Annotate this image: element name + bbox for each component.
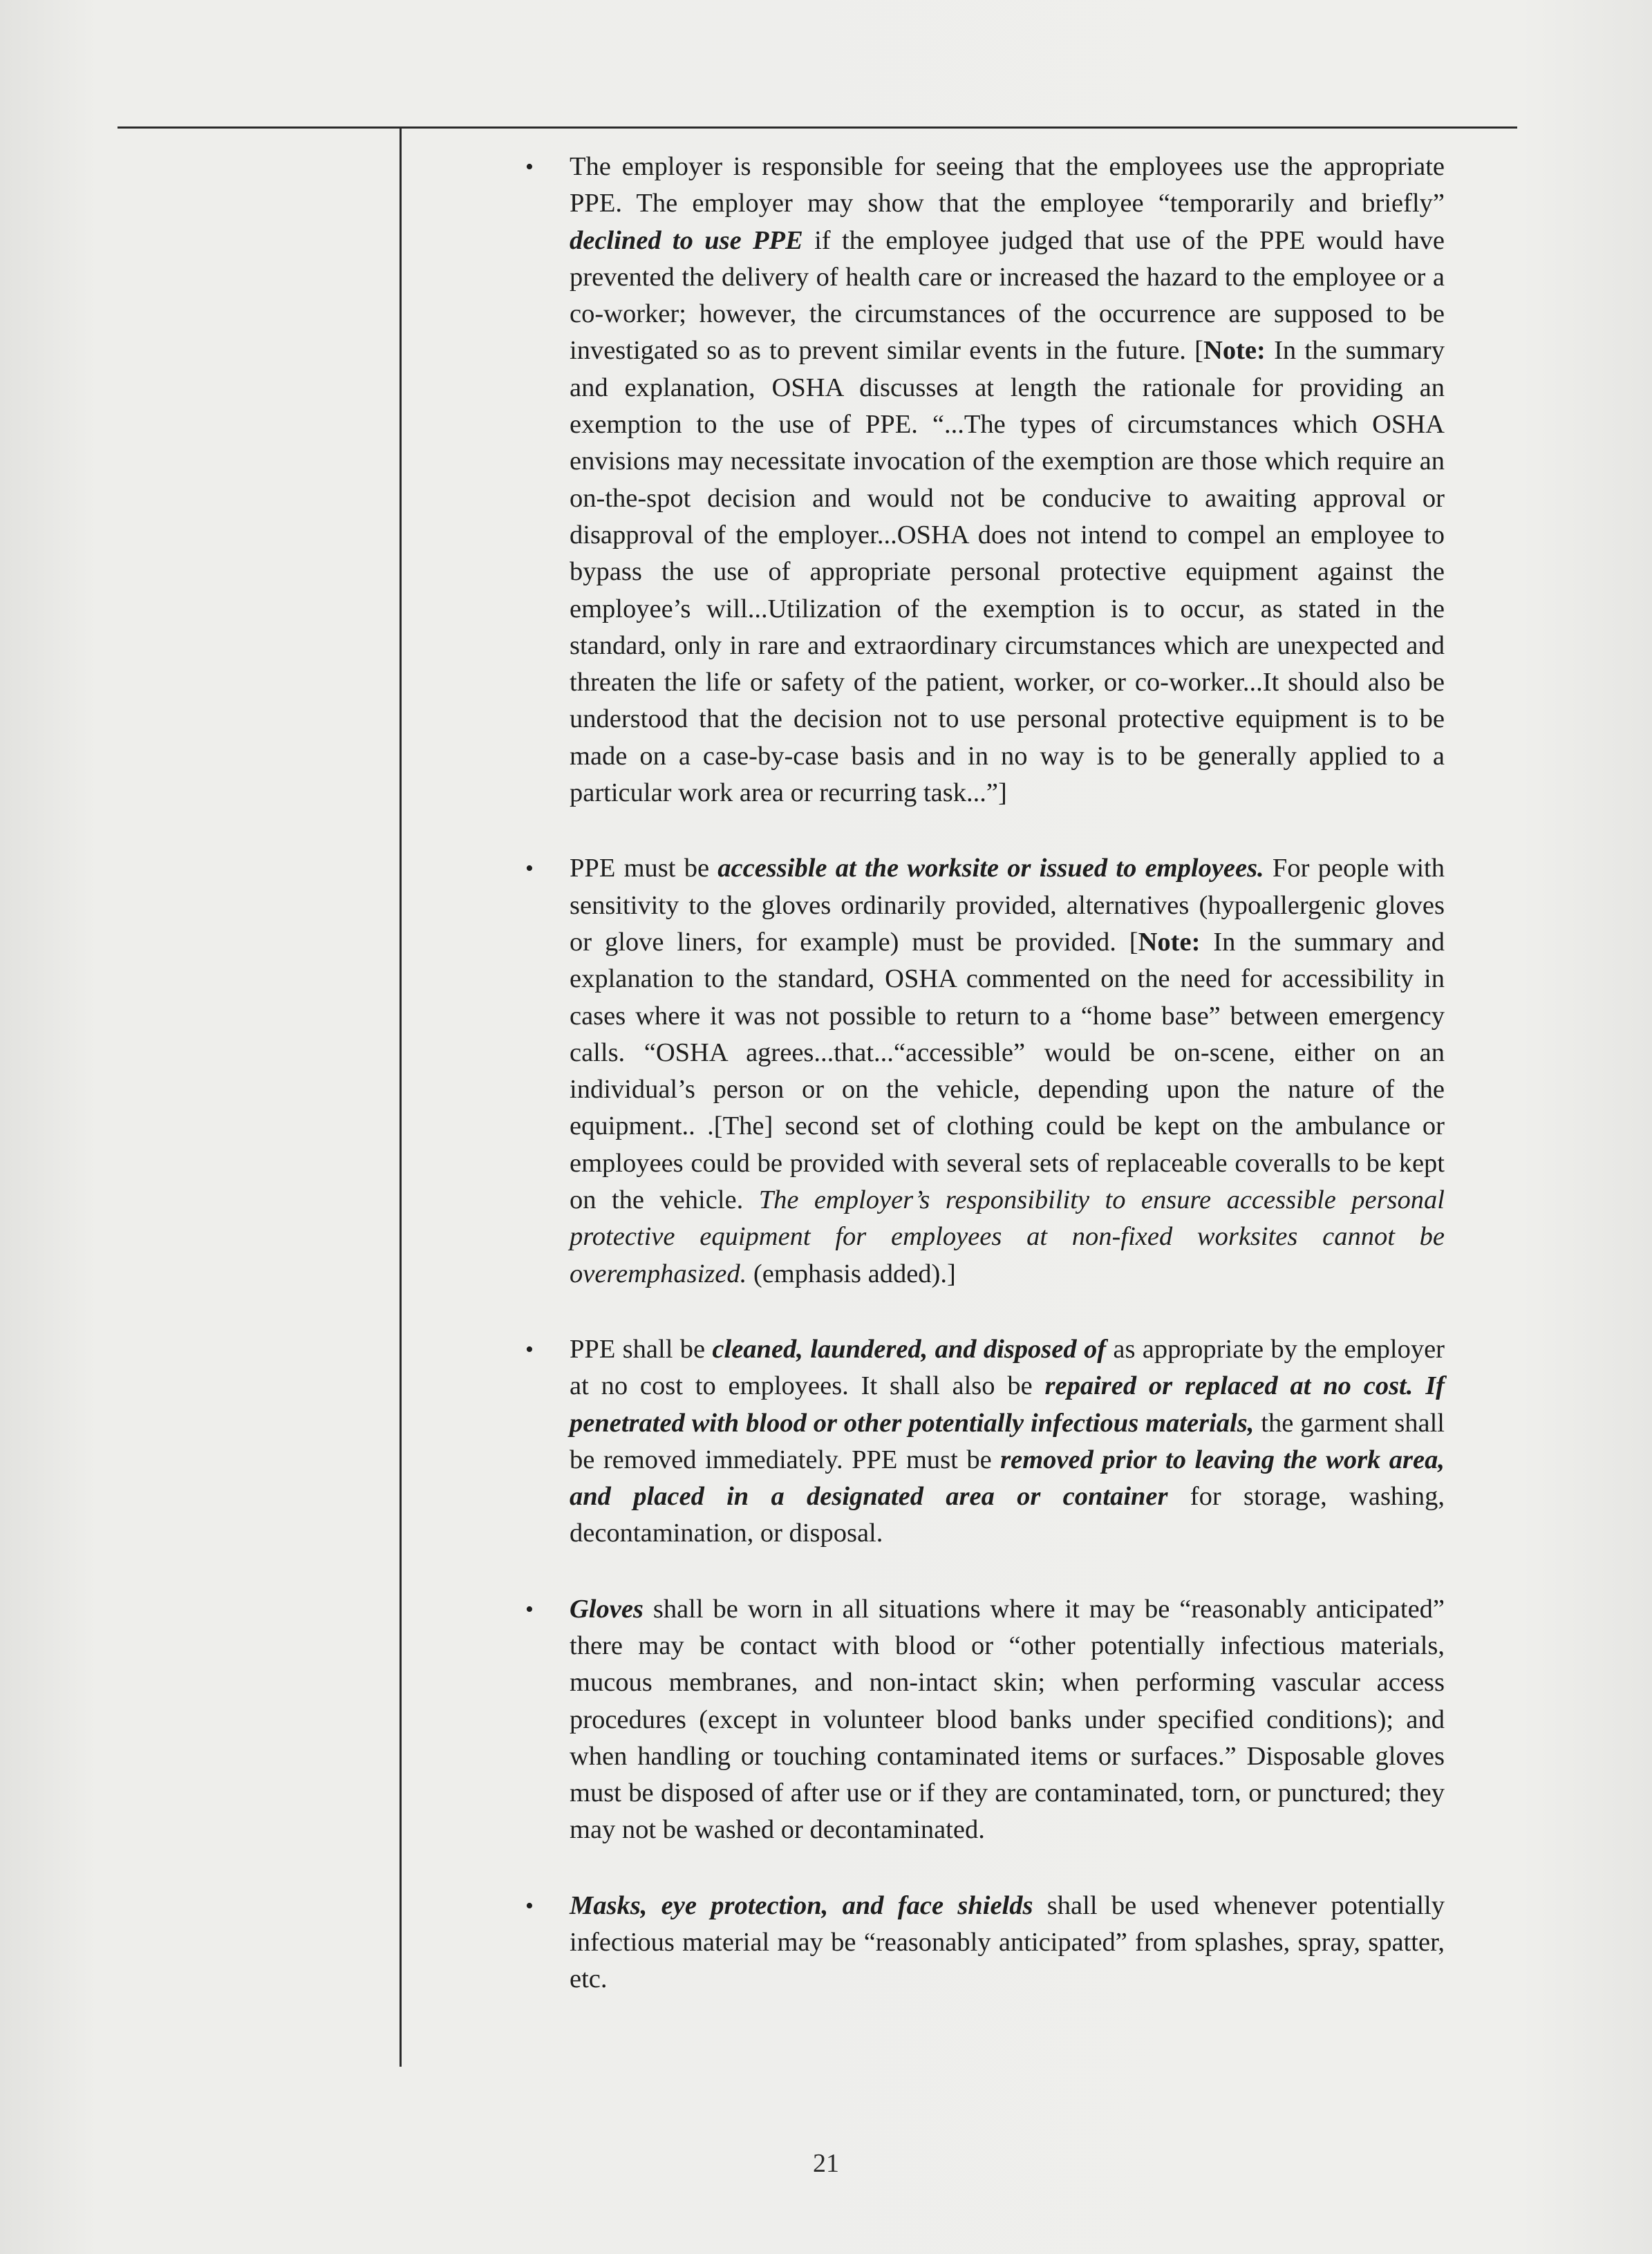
emphasis-text: repaired or replaced at no cost. If penetrated with blood or other potentially infectious materials, — [570, 1371, 1445, 1438]
bullet-list — [511, 149, 1445, 1998]
emphasis-text: cleaned, laundered, and disposed of — [712, 1334, 1107, 1364]
note-label: Note: — [1138, 927, 1201, 957]
emphasis-text: Gloves — [570, 1594, 644, 1624]
bullet-ppe-cleaning: • PPE shall be cleaned, laundered, and disposed of as appropriate by the employer at no cost to employees. It shall also be repaired or replaced at no cost. If penetrated with blood or other potentially infectious materials, the garment shall be removed immediately. PPE must be removed prior to leaving the work area, and placed in a designated area or container for storage, washing, decontamination, or disposal. — [511, 1331, 1445, 1552]
bullet-icon: • — [525, 154, 534, 180]
bullet-icon: • — [525, 1893, 534, 1919]
note-label: Note: — [1203, 336, 1266, 366]
bullet-gloves: • Gloves shall be worn in all situations where it may be “reasonably anticipated” there may be contact with blood or “other potentially infectious materials, mucous membranes, and non-intact skin; when performing vascular access procedures (except in volunteer blood banks under specified conditions); and when handling or touching contaminated items or surfaces.” Disposable gloves must be disposed of after use or if they are contaminated, torn, or punctured; they may not be washed or decontaminated. — [511, 1591, 1445, 1849]
emphasis-text: Masks, eye protection, and face shields — [570, 1890, 1033, 1920]
bullet-ppe-use-exemption: • The employer is responsible for seeing that the employees use the appropriate PPE. The employer may show that the employee “temporarily and briefly” declined to use PPE if the employee judged that use of the PPE would have prevented the delivery of health care or increased the hazard to the employee or a co-worker; however, the circumstances of the occurrence are supposed to be investigated so as to prevent similar events in the future. [Note: In the summary and explanation, OSHA discusses at length the rationale for providing an exemption to the use of PPE. “...The types of circumstances which OSHA envisions may necessitate invocation of the exemption are those which require an on-the-spot decision and would not be conducive to awaiting approval or disapproval of the employer...OSHA does not intend to compel an employee to bypass the use of appropriate personal protective equipment against the employee’s will...Utilization of the exemption is to occur, as stated in the standard, only in rare and extraordinary circumstances which are unexpected and threaten the life or safety of the patient, worker, or co-worker...It should also be understood that the decision not to use personal protective equipment is to be made on a case-by-case basis and in no way is to be generally applied to a particular work area or recurring task...”] — [511, 149, 1445, 811]
bullet-icon: • — [525, 1336, 534, 1362]
emphasis-text: accessible at the worksite or issued to employees. — [717, 854, 1264, 883]
emphasis-text: declined to use PPE — [570, 225, 803, 255]
bullet-icon: • — [525, 856, 534, 882]
bullet-ppe-accessibility: • PPE must be accessible at the worksite or issued to employees. For people with sensitivity to the gloves ordinarily provided, alternatives (hypoallergenic gloves or glove liners, for example) must be provided. [Note: In the summary and explanation to the standard, OSHA commented on the need for accessibility in cases where it was not possible to return to a “home base” between emergency calls. “OSHA agrees...that...“accessible” would be on-scene, either on an individual’s person or on the vehicle, depending upon the nature of the equipment.. .[The] second set of clothing could be kept on the ambulance or employees could be provided with several sets of replaceable coveralls to be kept on the vehicle. The employer’s responsibility to ensure accessible personal protective equipment for employees at non-fixed worksites cannot be overemphasized. (emphasis added).] — [511, 850, 1445, 1293]
bullet-icon: • — [525, 1596, 534, 1622]
page-number: 21 — [813, 2149, 839, 2178]
italic-quote: The employer’s responsibility to ensure accessible personal protective equipment for employees at non-fixed worksites cannot be overemphasized. — [570, 1185, 1445, 1288]
emphasis-text: removed prior to leaving the work area, and placed in a designated area or container — [570, 1445, 1445, 1512]
bullet-masks-eye-protection: • Masks, eye protection, and face shields shall be used whenever potentially infectious material may be “reasonably anticipated” from splashes, spray, spatter, etc. — [511, 1888, 1445, 1998]
top-horizontal-rule — [118, 126, 1517, 129]
left-vertical-rule — [400, 126, 402, 2067]
